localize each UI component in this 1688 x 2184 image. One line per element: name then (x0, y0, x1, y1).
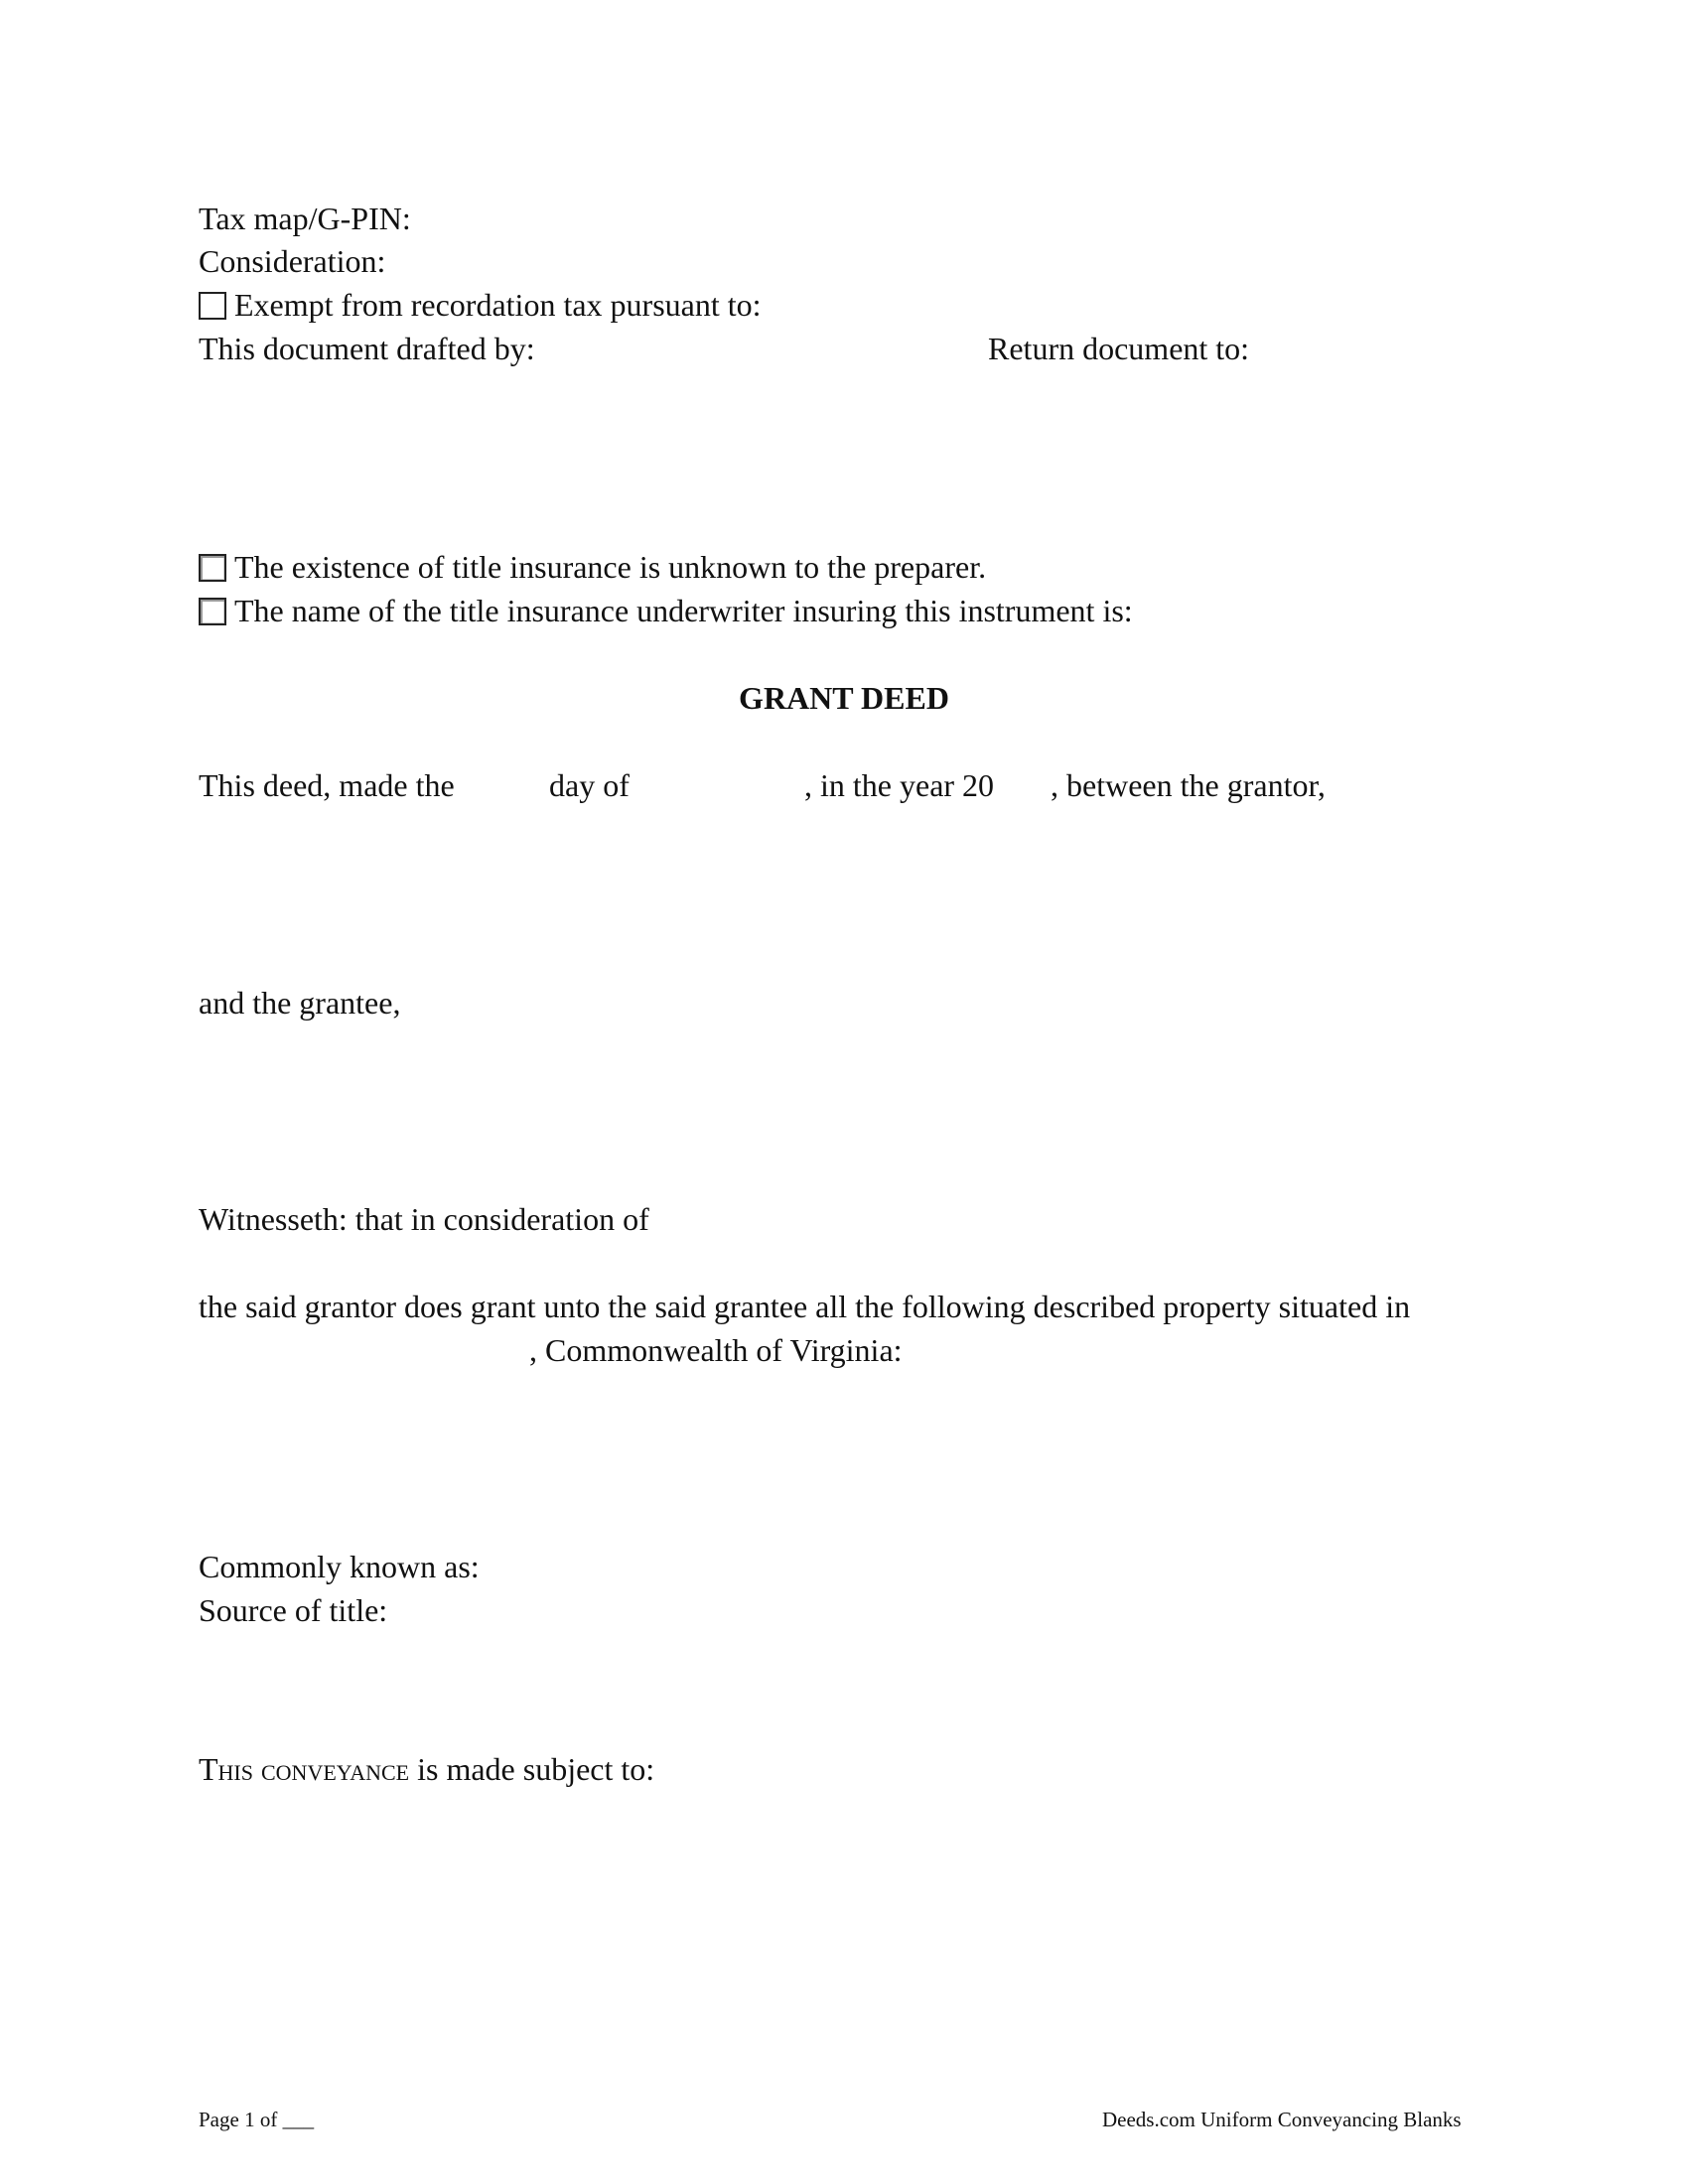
title-insurance-underwriter-checkbox[interactable] (199, 598, 226, 625)
conveyance-line (199, 1749, 654, 1789)
day-of-text: day of (549, 767, 630, 803)
tax-map-label: Tax map/G-PIN: (199, 201, 411, 236)
commonly-known-label: Commonly known as: (199, 1549, 480, 1584)
title-insurance-unknown-checkbox[interactable] (199, 554, 226, 582)
exempt-checkbox[interactable] (199, 292, 226, 320)
between-grantor-text: , between the grantor, (1051, 767, 1326, 803)
drafted-by-label: This document drafted by: (199, 331, 535, 366)
title-insurance-unknown-label: The existence of title insurance is unknown to the preparer. (234, 549, 987, 585)
deed-made-text: This deed, made the (199, 767, 455, 803)
footer-brand: Deeds.com Uniform Conveyancing Blanks (1102, 2108, 1462, 2131)
subject-to-text: is made subject to: (409, 1751, 655, 1787)
page-number: Page 1 of ___ (199, 2108, 315, 2131)
grant-line-text: the said grantor does grant unto the said grantee all the following described property situated in (199, 1289, 1411, 1324)
in-year-text: , in the year 20 (804, 767, 995, 803)
title-insurance-underwriter-row (199, 591, 1133, 630)
title-insurance-underwriter-label: The name of the title insurance underwriter insuring this instrument is: (234, 593, 1133, 628)
grantee-text: and the grantee, (199, 985, 401, 1021)
exempt-label: Exempt from recordation tax pursuant to: (234, 287, 762, 323)
title-insurance-unknown-row (199, 547, 986, 587)
witnesseth-text: Witnesseth: that in consideration of (199, 1201, 649, 1237)
commonwealth-text: , Commonwealth of Virginia: (529, 1332, 903, 1368)
consideration-label: Consideration: (199, 243, 386, 279)
source-of-title-label: Source of title: (199, 1592, 388, 1628)
exempt-row (199, 285, 762, 325)
return-to-label: Return document to: (988, 331, 1250, 366)
document-title: GRANT DEED (739, 680, 949, 716)
conveyance-caps-text: This conveyance (199, 1751, 410, 1787)
